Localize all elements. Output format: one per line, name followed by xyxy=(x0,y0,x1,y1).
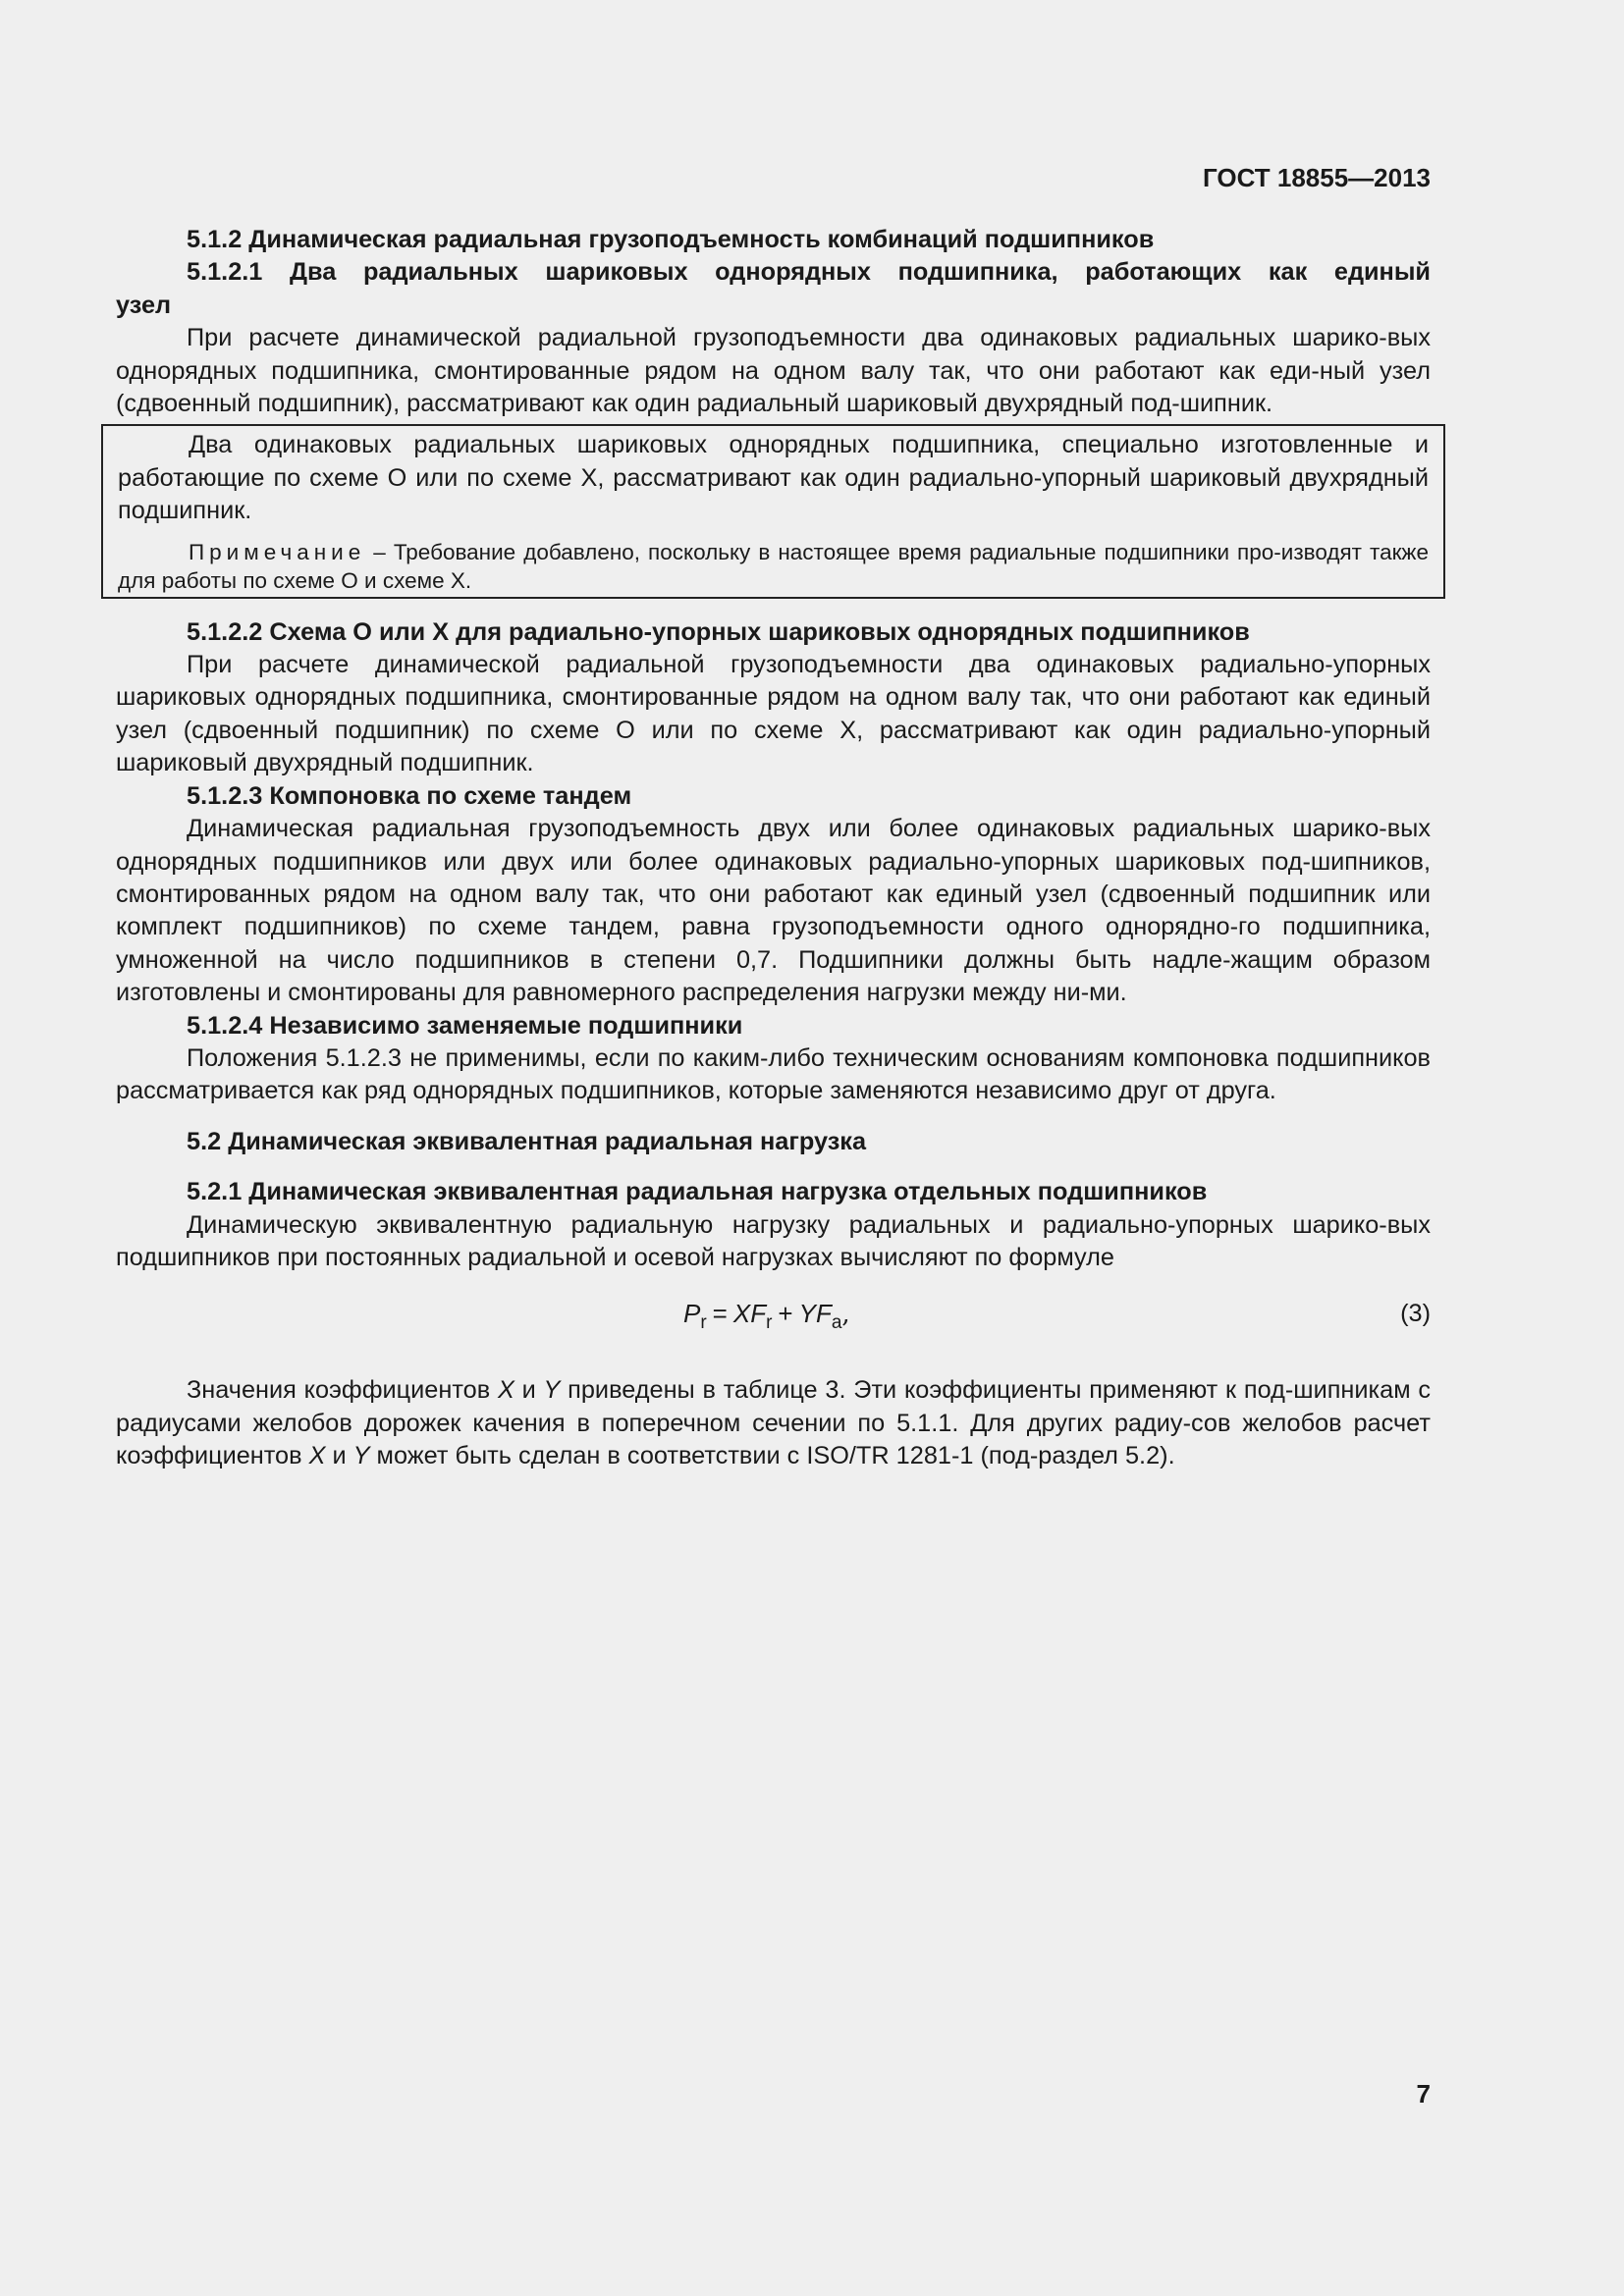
paragraph-5-1-2-4: Положения 5.1.2.3 не применимы, если по каким-либо техническим основаниям компоновка подшипников рассматривается как ряд однорядных подшипников, которые заменяются независимо друг от друга. xyxy=(116,1043,1431,1105)
heading-5-1-2-1-cont: узел xyxy=(116,291,172,319)
amendment-box xyxy=(101,424,1445,598)
paragraph-5-1-2-3: Динамическая радиальная грузоподъемность двух или более одинаковых радиальных шарико-вых однорядных подшипников или двух или более одинаковых радиально-упорных шариковых под-шипников, смонтированных рядом на одном валу так, что они работают как единый узел (сдвоенный подшипник или комплект подшипников) по схеме тандем, равна грузоподъемности одного однорядно-го подшипника, умноженной на число подшипников в степени 0,7. Подшипники должны быть надле-жащим образом изготовлены и смонтированы для равномерного распределения нагрузки между ни-ми. xyxy=(116,815,1431,1007)
paragraph-5-1-2-2: При расчете динамической радиальной грузоподъемности два одинаковых радиально-упорных шариковых однорядных подшипника, смонтированные рядом на одном валу так, что они работают как единый узел (сдвоенный подшипник) по схеме О или по схеме Х, рассматривают как один радиально-упорный шариковый двухрядный подшипник. xyxy=(116,651,1431,777)
formula-3 xyxy=(116,1294,1431,1339)
heading-5-1-2-1: 5.1.2.1 Два радиальных шариковых однорядных подшипника, работающих как единый xyxy=(187,258,1431,287)
heading-5-1-2: 5.1.2 Динамическая радиальная грузоподъемность комбинаций подшипников xyxy=(187,226,1155,253)
note-text: – Требование добавлено, поскольку в настоящее время радиальные подшипники про-изводят также для работы по схеме О и схеме Х. xyxy=(118,539,1429,593)
paragraph-5-2-1: Динамическую эквивалентную радиальную нагрузку радиальных и радиально-упорных шарико-вых подшипников при постоянных радиальной и осевой нагрузках вычисляют по формуле xyxy=(116,1210,1431,1271)
heading-5-1-2-3: 5.1.2.3 Компоновка по схеме тандем xyxy=(187,781,632,810)
heading-5-2: 5.2 Динамическая эквивалентная радиальная нагрузка xyxy=(187,1127,867,1155)
amendment-note xyxy=(118,538,1429,595)
document-id: ГОСТ 18855—2013 xyxy=(1203,163,1431,192)
heading-5-1-2-4: 5.1.2.4 Независимо заменяемые подшипники xyxy=(187,1011,743,1040)
page-number: 7 xyxy=(1416,2079,1431,2109)
formula-number: (3) xyxy=(1400,1300,1431,1328)
amendment-text: Два одинаковых радиальных шариковых однорядных подшипника, специально изготовленные и работающие по схеме О или по схеме Х, рассматривают как один радиально-упорный шариковый двухрядный подшипник. xyxy=(118,431,1429,525)
heading-5-1-2-2: 5.1.2.2 Схема О или Х для радиально-упорных шариковых однорядных подшипников xyxy=(187,617,1250,646)
heading-5-2-1: 5.2.1 Динамическая эквивалентная радиальная нагрузка отдельных подшипников xyxy=(187,1178,1208,1206)
document-body xyxy=(116,224,1431,1473)
formula-expression: $P_r = XF_r + YF_a$, xyxy=(683,1299,850,1334)
note-label: Примечание xyxy=(189,539,366,564)
paragraph-coefficients: Значения коэффициентов X и Y приведены в таблице 3. Эти коэффициенты применяют к под-шипникам с радиусами желобов дорожек качения в поперечном сечении по 5.1.1. Для других радиу-сов желобов расчет коэффициентов X и Y может быть сделан в соответствии с ISO/TR 1281-1 (под-раздел 5.2). xyxy=(116,1376,1432,1470)
paragraph-5-1-2-1: При расчете динамической радиальной грузоподъемности два одинаковых радиальных шарико-вых однорядных подшипника, смонтированные рядом на одном валу так, что они работают как еди-ный узел (сдвоенный подшипник), рассматривают как один радиальный шариковый двухрядный под-шипник. xyxy=(116,324,1431,418)
